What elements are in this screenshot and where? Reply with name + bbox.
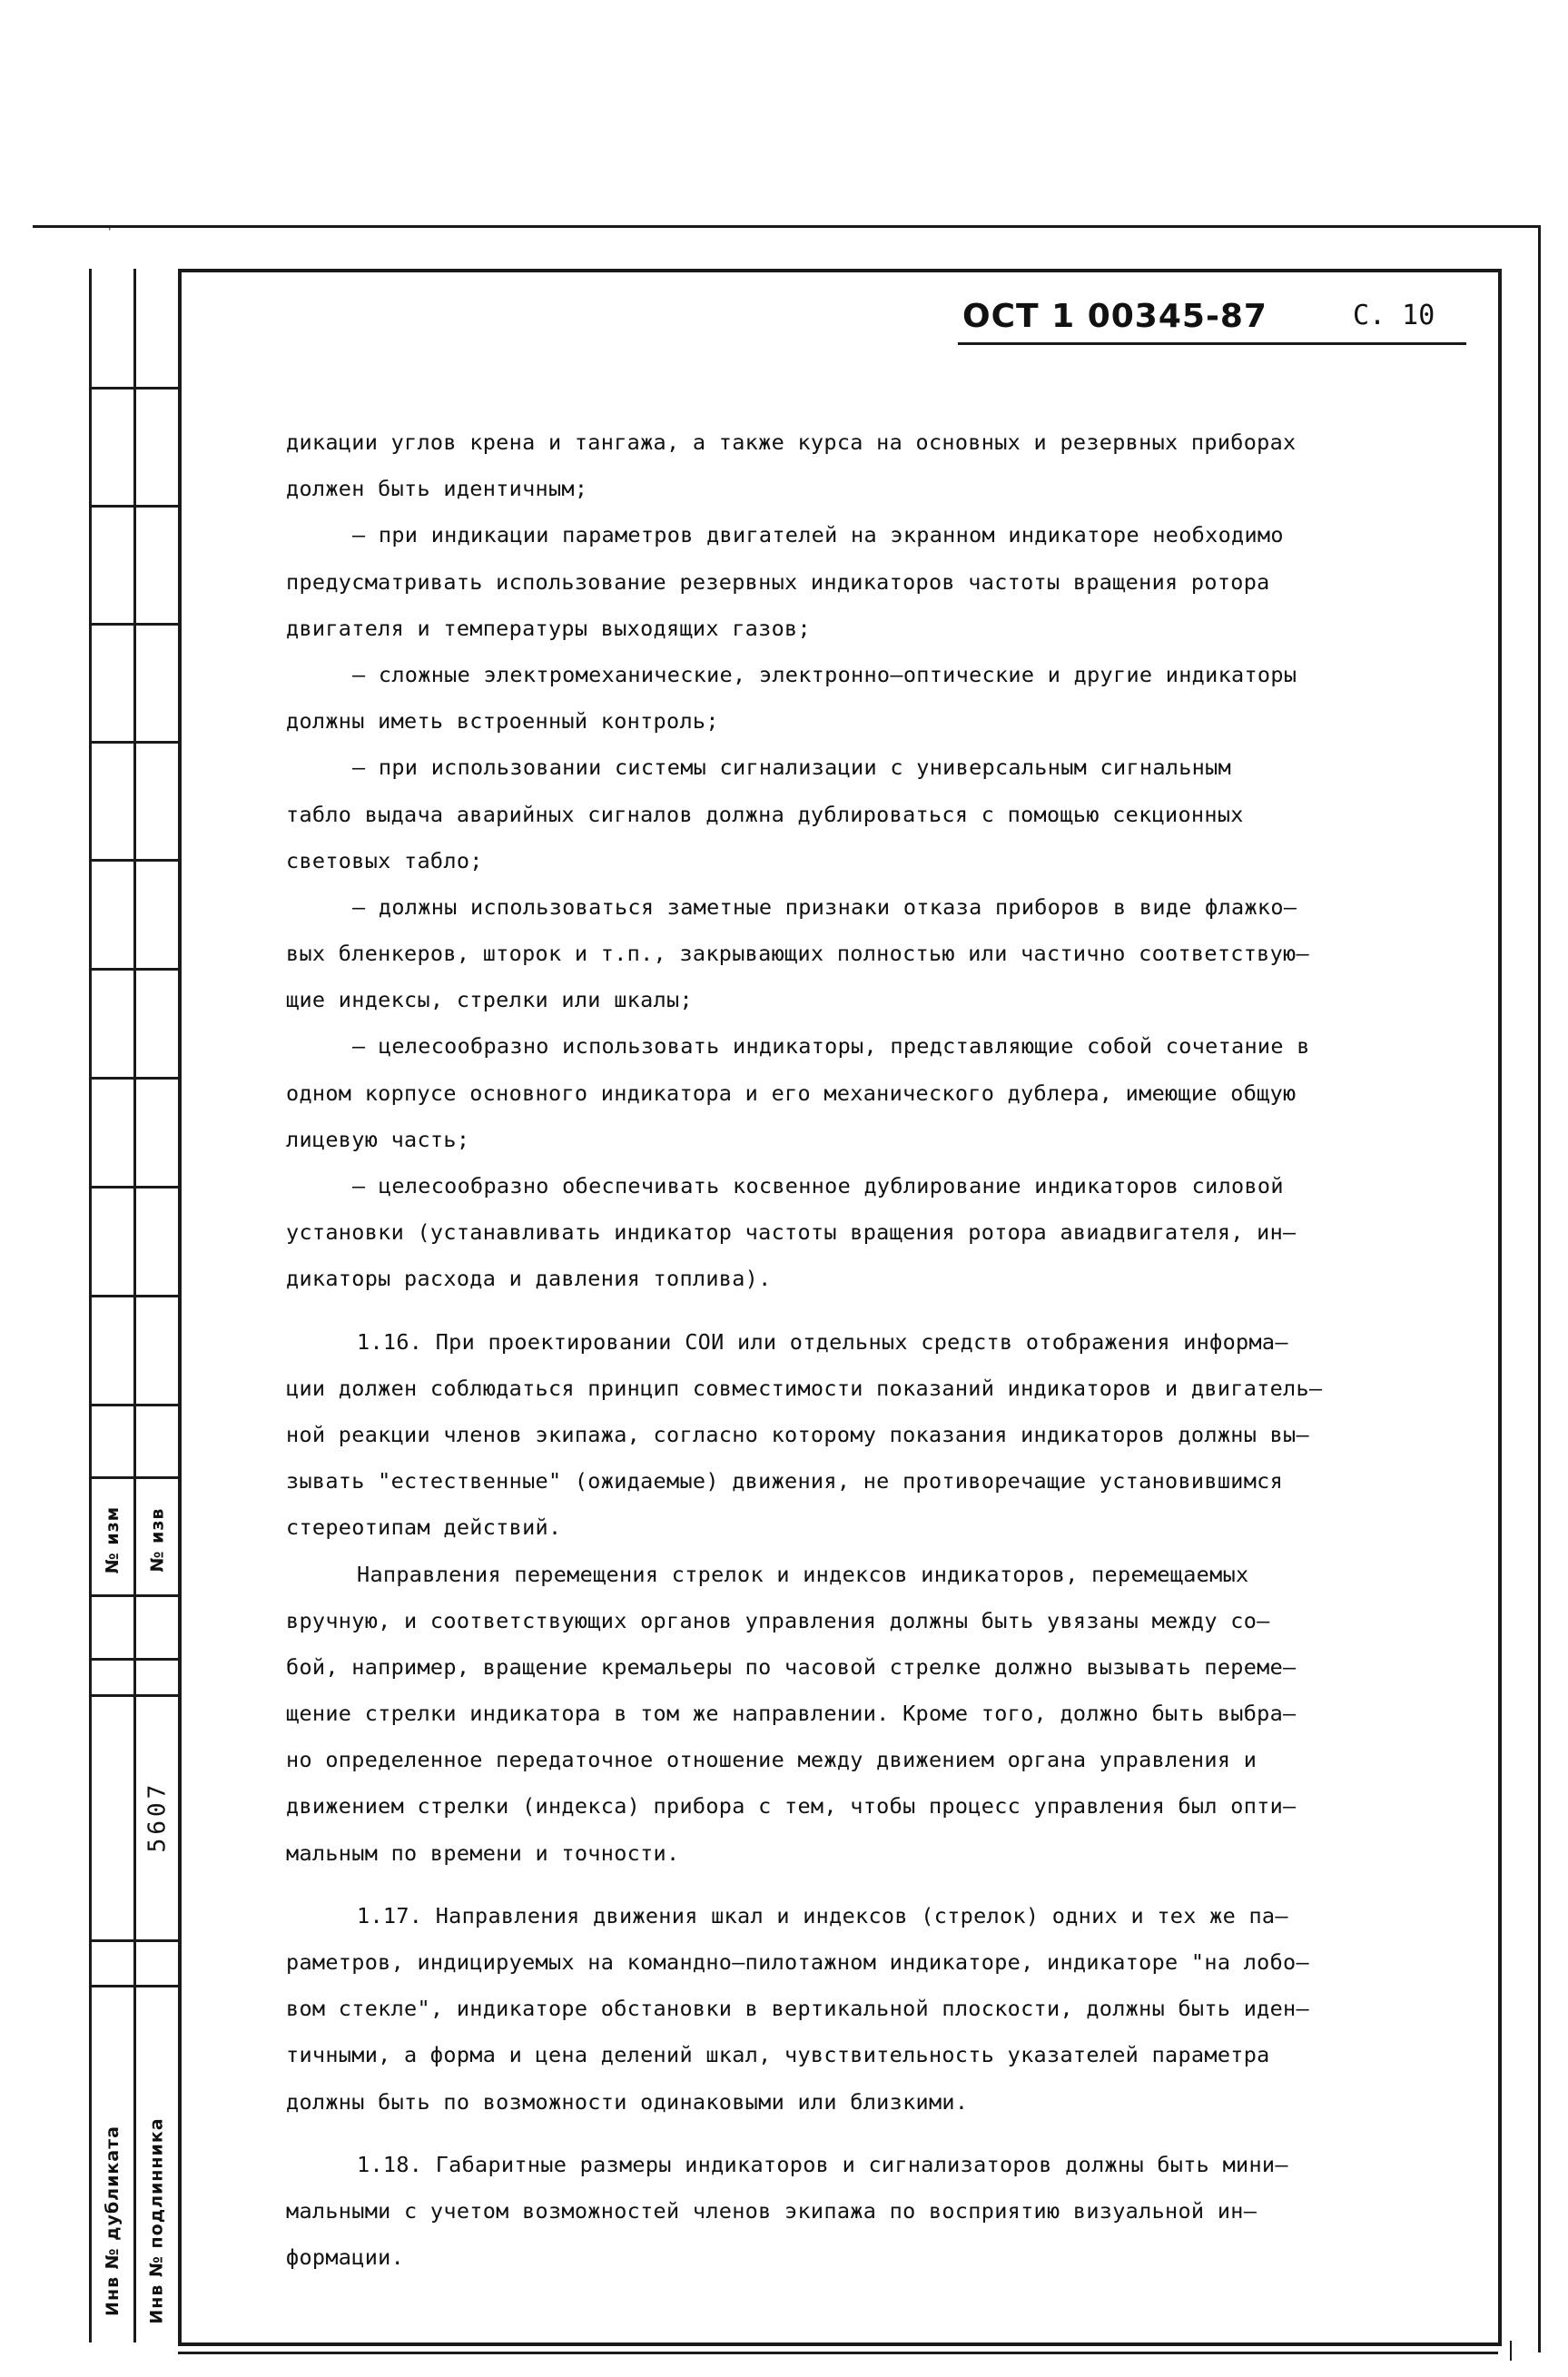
document-body (286, 419, 1466, 2281)
text-line: вых бленкеров, шторок и т.п., закрывающих полностью или частично соответствую– (286, 941, 1309, 967)
inv-podl-label: Инв № подлинника (147, 2117, 167, 2324)
strip-rule (92, 1077, 181, 1080)
text-line: одном корпусе основного индикатора и его механического дублера, имеющие общую (286, 1080, 1297, 1106)
text-line: должны быть по возможности одинаковыми или близкими. (286, 2088, 969, 2115)
strip-rule (92, 859, 181, 862)
text-line: бой, например, вращение кремальеры по часовой стрелке должно вызывать переме– (286, 1653, 1297, 1680)
text-line: ной реакции членов экипажа, согласно которому показания индикаторов должны вы– (286, 1421, 1309, 1447)
document-code: ОСТ 1 00345-87 (962, 298, 1267, 335)
text-line: мальным по времени и точности. (286, 1839, 680, 1866)
text-line: но определенное передаточное отношение между движением органа управления и (286, 1747, 1257, 1773)
text-line: формации. (286, 2244, 405, 2271)
page-number: С. 10 (1353, 300, 1435, 331)
text-line: щение стрелки индикатора в том же направлении. Кроме того, должно быть выбра– (286, 1701, 1297, 1727)
strip-rule (92, 1476, 181, 1479)
inv-dubl-label: Инв № дубликата (103, 2125, 123, 2316)
strip-rule (92, 1594, 181, 1597)
strip-rule (92, 741, 181, 744)
inv-number: 5607 (143, 1780, 171, 1853)
strip-rule (92, 1658, 181, 1661)
text-line: установки (устанавливать индикатор частоты вращения ротора авиадвигателя, ин– (286, 1219, 1297, 1246)
text-line: – целесообразно использовать индикаторы, представляющие собой сочетание в (352, 1033, 1310, 1060)
text-line: 1.17. Направления движения шкал и индексов (стрелок) одних и тех же па– (357, 1902, 1288, 1928)
text-line: дикации углов крена и тангажа, а также курса на основных и резервных приборах (286, 429, 1297, 455)
text-line: щие индексы, стрелки или шкалы; (286, 987, 693, 1013)
text-line: лицевую часть; (286, 1126, 470, 1152)
strip-rule (92, 623, 181, 626)
text-line: – должны использоваться заметные признаки отказа приборов в виде флажко– (352, 893, 1297, 920)
text-line: ции должен соблюдаться принцип совместимости показаний индикаторов и двигатель– (286, 1375, 1323, 1401)
text-line: зывать "естественные" (ожидаемые) движения, не противоречащие установившимся (286, 1468, 1284, 1494)
text-line: дикаторы расхода и давления топлива). (286, 1266, 772, 1292)
text-line: двигателя и температуры выходящих газов; (286, 615, 811, 641)
text-line: стереотипам действий. (286, 1514, 562, 1541)
strip-rule (92, 387, 181, 390)
strip-rule (92, 1694, 181, 1697)
text-line: – целесообразно обеспечивать косвенное дублирование индикаторов силовой (352, 1173, 1284, 1198)
frame-bottom-rule (178, 2352, 1498, 2354)
text-line: 1.16. При проектировании СОИ или отдельных средств отображения информа– (357, 1328, 1288, 1355)
strip-divider (133, 269, 136, 2342)
corner-mark: ⌐ (107, 218, 122, 237)
text-line: должен быть идентичным; (286, 476, 588, 502)
strip-rule (92, 968, 181, 971)
strip-rule (92, 505, 181, 508)
strip-rule (92, 1186, 181, 1188)
text-line: раметров, индицируемых на командно–пилотажном индикаторе, индикаторе "на лобо– (286, 1949, 1309, 1975)
text-line: 1.18. Габаритные размеры индикаторов и сигнализаторов должны быть мини– (357, 2151, 1288, 2177)
text-line: вом стекле", индикаторе обстановки в вертикальной плоскости, должны быть иден– (286, 1996, 1309, 2022)
text-line: – сложные электромеханические, электронно–оптические и другие индикаторы (352, 661, 1297, 687)
strip-rule (92, 1985, 181, 1987)
strip-rule (92, 1295, 181, 1297)
text-line: движением стрелки (индекса) прибора с тем, чтобы процесс управления был опти– (286, 1793, 1297, 1820)
text-line: – при индикации параметров двигателей на экранном индикаторе необходимо (352, 522, 1284, 548)
header-rule (958, 342, 1466, 345)
text-line: Направления перемещения стрелок и индексов индикаторов, перемещаемых (357, 1561, 1249, 1587)
strip-rule (92, 1939, 181, 1942)
izv-label: № изв (147, 1507, 168, 1573)
text-line: должны иметь встроенный контроль; (286, 708, 719, 735)
text-line: предусматривать использование резервных индикаторов частоты вращения ротора (286, 568, 1270, 595)
frame-tick (1510, 2341, 1512, 2361)
text-line: вручную, и соответствующих органов управления должны быть увязаны между со– (286, 1607, 1270, 1633)
strip-rule (92, 1404, 181, 1406)
margin-strip (89, 269, 181, 2342)
text-line: – при использовании системы сигнализации с универсальным сигнальным (352, 755, 1232, 781)
text-line: табло выдача аварийных сигналов должна дублироваться с помощью секционных (286, 801, 1244, 827)
text-line: мальными с учетом возможностей членов экипажа по восприятию визуальной ин– (286, 2197, 1257, 2224)
text-line: световых табло; (286, 847, 483, 873)
text-line: тичными, а форма и цена делений шкал, чувствительность указателей параметра (286, 2042, 1270, 2068)
izm-label: № изм (103, 1505, 123, 1574)
